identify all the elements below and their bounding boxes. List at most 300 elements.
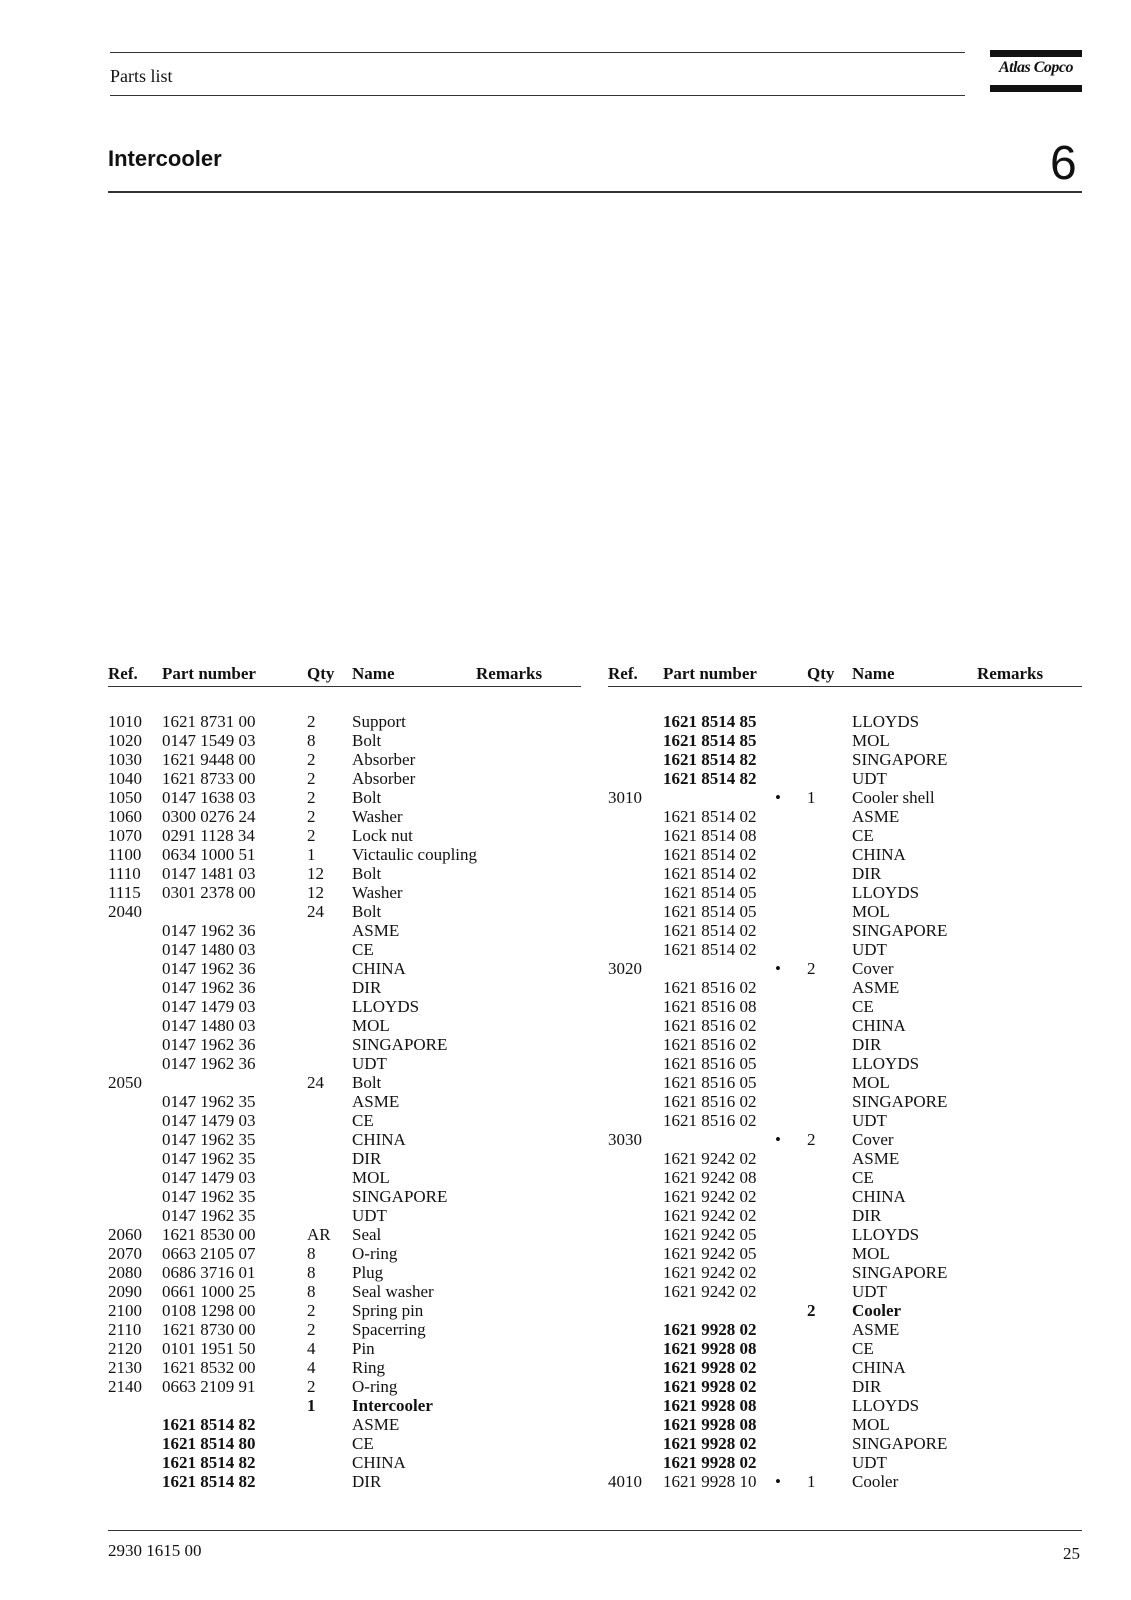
left-col-part-header: Part number	[162, 664, 256, 683]
cell-qty: 8	[307, 1244, 316, 1263]
right-header-rule	[608, 686, 1082, 687]
cell-qty: 8	[307, 1282, 316, 1301]
cell-part: 0147 1962 36	[162, 921, 256, 940]
cell-part: 0147 1962 36	[162, 959, 256, 978]
cell-part: 0663 2105 07	[162, 1244, 256, 1263]
right-parts-table	[608, 712, 1082, 1491]
cell-ref: 1010	[108, 712, 142, 731]
cell-part: 1621 8514 82	[663, 750, 757, 769]
cell-qty: 2	[307, 807, 316, 826]
table-row	[608, 731, 1082, 750]
table-row	[108, 1434, 581, 1453]
cell-part: 0147 1480 03	[162, 940, 256, 959]
cell-qty: 2	[307, 826, 316, 845]
table-row	[108, 769, 581, 788]
table-row	[108, 1301, 581, 1320]
cell-name: UDT	[852, 940, 887, 959]
header-bottom-rule	[110, 95, 965, 96]
cell-name: CHINA	[352, 1130, 406, 1149]
cell-name: Cooler	[852, 1301, 902, 1320]
cell-ref: 1100	[108, 845, 142, 864]
table-row	[108, 1054, 581, 1073]
chapter-number: 6	[1050, 137, 1077, 190]
table-row	[108, 921, 581, 940]
table-row	[608, 1415, 1082, 1434]
cell-ref: 3020	[608, 959, 642, 978]
cell-part: 1621 8514 08	[663, 826, 757, 845]
cell-name: MOL	[852, 1415, 890, 1434]
cell-name: LLOYDS	[852, 712, 920, 731]
cell-name: DIR	[852, 1206, 882, 1225]
cell-part: 0147 1479 03	[162, 1111, 256, 1130]
cell-part: 0147 1962 35	[162, 1206, 256, 1225]
table-row	[608, 1130, 1082, 1149]
cell-name: Cooler	[852, 1472, 899, 1491]
cell-ref: 2060	[108, 1225, 142, 1244]
cell-qty: 1	[307, 1396, 316, 1415]
cell-part: 1621 9928 08	[663, 1396, 757, 1415]
cell-name: LLOYDS	[852, 1396, 920, 1415]
table-row	[608, 1358, 1082, 1377]
table-row	[108, 807, 581, 826]
table-row	[608, 1149, 1082, 1168]
cell-name: DIR	[852, 1035, 882, 1054]
left-parts-table	[108, 712, 581, 1491]
cell-name: ASME	[852, 807, 900, 826]
cell-part: 0108 1298 00	[162, 1301, 256, 1320]
table-row	[108, 1206, 581, 1225]
cell-name: Cooler shell	[852, 788, 935, 807]
cell-qty: 2	[307, 1320, 316, 1339]
table-row	[608, 1187, 1082, 1206]
cell-qty: 8	[307, 731, 316, 750]
cell-name: CHINA	[352, 1453, 406, 1472]
cell-name: ASME	[852, 1320, 900, 1339]
cell-dot: •	[775, 788, 781, 807]
left-col-qty-header: Qty	[307, 664, 335, 683]
cell-ref: 1110	[108, 864, 141, 883]
right-col-part-header: Part number	[663, 664, 757, 683]
table-row	[108, 997, 581, 1016]
cell-name: Absorber	[352, 750, 416, 769]
cell-part: 0291 1128 34	[162, 826, 255, 845]
cell-name: UDT	[852, 1111, 887, 1130]
cell-part: 1621 8530 00	[162, 1225, 256, 1244]
cell-ref: 2070	[108, 1244, 142, 1263]
table-row	[108, 1035, 581, 1054]
cell-ref: 2110	[108, 1320, 142, 1339]
table-row	[608, 1035, 1082, 1054]
cell-part: 1621 8514 85	[663, 712, 757, 731]
cell-qty: 12	[307, 883, 324, 902]
cell-name: ASME	[852, 978, 900, 997]
cell-part: 1621 8514 05	[663, 883, 757, 902]
cell-part: 1621 8514 02	[663, 807, 757, 826]
cell-part: 1621 8514 80	[162, 1434, 256, 1453]
table-row	[108, 750, 581, 769]
table-row	[108, 1244, 581, 1263]
cell-name: ASME	[852, 1149, 900, 1168]
cell-part: 0147 1962 35	[162, 1130, 256, 1149]
cell-qty: 8	[307, 1263, 316, 1282]
cell-part: 1621 8514 82	[162, 1415, 256, 1434]
cell-name: UDT	[852, 769, 887, 788]
table-row	[108, 1339, 581, 1358]
cell-name: Seal	[352, 1225, 382, 1244]
cell-part: 1621 8516 02	[663, 1035, 757, 1054]
cell-part: 0147 1479 03	[162, 997, 256, 1016]
table-row	[108, 864, 581, 883]
table-row	[108, 1225, 581, 1244]
cell-qty: 2	[807, 1130, 816, 1149]
table-row	[608, 1472, 1082, 1491]
cell-qty: 2	[307, 1301, 316, 1320]
table-row	[608, 807, 1082, 826]
cell-part: 1621 9928 10	[663, 1472, 757, 1491]
table-row	[608, 1396, 1082, 1415]
cell-ref: 2130	[108, 1358, 142, 1377]
table-row	[608, 1244, 1082, 1263]
table-row	[108, 978, 581, 997]
table-row	[608, 826, 1082, 845]
cell-name: Bolt	[352, 788, 382, 807]
cell-part: 0101 1951 50	[162, 1339, 256, 1358]
right-col-name-header: Name	[852, 664, 895, 683]
document-number: 2930 1615 00	[108, 1541, 202, 1560]
cell-qty: 2	[807, 1301, 816, 1320]
cell-qty: 1	[307, 845, 316, 864]
cell-name: Bolt	[352, 731, 382, 750]
table-row	[108, 959, 581, 978]
logo-text: Atlas Copco	[998, 59, 1074, 76]
cell-qty: 4	[307, 1339, 316, 1358]
cell-name: SINGAPORE	[852, 1434, 948, 1453]
page-title: Intercooler	[108, 146, 222, 171]
table-row	[108, 1149, 581, 1168]
table-row	[608, 788, 1082, 807]
table-row	[608, 712, 1082, 731]
cell-name: DIR	[852, 864, 882, 883]
table-row	[108, 1320, 581, 1339]
cell-part: 1621 8514 82	[162, 1472, 256, 1491]
cell-qty: AR	[307, 1225, 331, 1244]
cell-name: CHINA	[852, 1016, 906, 1035]
table-row	[608, 864, 1082, 883]
table-row	[608, 1377, 1082, 1396]
table-row	[108, 1168, 581, 1187]
table-row	[108, 1396, 581, 1415]
cell-part: 1621 8516 05	[663, 1054, 757, 1073]
table-row	[108, 826, 581, 845]
cell-ref: 2140	[108, 1377, 142, 1396]
cell-name: SINGAPORE	[852, 1092, 948, 1111]
table-row	[108, 1111, 581, 1130]
table-row	[108, 1073, 581, 1092]
cell-part: 0147 1638 03	[162, 788, 256, 807]
cell-part: 0661 1000 25	[162, 1282, 256, 1301]
cell-part: 0300 0276 24	[162, 807, 256, 826]
cell-name: ASME	[352, 1415, 400, 1434]
cell-part: 1621 8514 02	[663, 864, 757, 883]
section-label: Parts list	[110, 66, 173, 86]
cell-name: Cover	[852, 959, 894, 978]
cell-name: Ring	[352, 1358, 386, 1377]
cell-name: CHINA	[352, 959, 406, 978]
cell-name: UDT	[852, 1453, 887, 1472]
cell-name: Bolt	[352, 1073, 382, 1092]
cell-name: MOL	[852, 731, 890, 750]
cell-name: CE	[852, 1168, 874, 1187]
cell-part: 1621 9242 02	[663, 1282, 757, 1301]
table-row	[108, 1092, 581, 1111]
table-row	[108, 712, 581, 731]
table-row	[108, 1377, 581, 1396]
table-row	[608, 750, 1082, 769]
cell-name: LLOYDS	[852, 883, 920, 902]
cell-ref: 1115	[108, 883, 141, 902]
cell-part: 1621 8516 05	[663, 1073, 757, 1092]
left-header-rule	[108, 686, 581, 687]
cell-ref: 1020	[108, 731, 142, 750]
cell-name: Lock nut	[352, 826, 413, 845]
table-row	[608, 902, 1082, 921]
cell-name: LLOYDS	[852, 1225, 920, 1244]
cell-part: 0147 1962 35	[162, 1092, 256, 1111]
table-row	[108, 1130, 581, 1149]
left-col-ref-header: Ref.	[108, 664, 138, 683]
cell-ref: 3010	[608, 788, 642, 807]
cell-part: 0147 1962 35	[162, 1187, 256, 1206]
cell-part: 0147 1479 03	[162, 1168, 256, 1187]
cell-name: MOL	[352, 1016, 390, 1035]
cell-name: CE	[852, 826, 874, 845]
cell-ref: 1070	[108, 826, 142, 845]
cell-part: 0147 1481 03	[162, 864, 256, 883]
cell-name: Spring pin	[352, 1301, 424, 1320]
table-row	[608, 1016, 1082, 1035]
cell-name: CE	[352, 1434, 374, 1453]
cell-name: Pin	[352, 1339, 375, 1358]
cell-name: DIR	[352, 978, 382, 997]
table-row	[108, 1282, 581, 1301]
cell-part: 1621 8516 02	[663, 1016, 757, 1035]
cell-part: 1621 9928 08	[663, 1339, 757, 1358]
right-col-remarks-header: Remarks	[977, 664, 1044, 683]
cell-name: MOL	[352, 1168, 390, 1187]
table-row	[608, 769, 1082, 788]
right-col-qty-header: Qty	[807, 664, 835, 683]
table-row	[108, 1415, 581, 1434]
cell-name: SINGAPORE	[852, 750, 948, 769]
cell-name: UDT	[352, 1206, 387, 1225]
cell-ref: 1040	[108, 769, 142, 788]
cell-part: 0634 1000 51	[162, 845, 256, 864]
table-row	[608, 1206, 1082, 1225]
cell-ref: 2120	[108, 1339, 142, 1358]
cell-ref: 2040	[108, 902, 142, 921]
cell-part: 1621 9242 02	[663, 1206, 757, 1225]
table-row	[108, 1358, 581, 1377]
cell-name: CHINA	[852, 1358, 906, 1377]
cell-ref: 2080	[108, 1263, 142, 1282]
cell-part: 1621 8514 05	[663, 902, 757, 921]
right-col-ref-header: Ref.	[608, 664, 638, 683]
cell-name: Intercooler	[352, 1396, 433, 1415]
cell-qty: 1	[807, 1472, 816, 1491]
cell-ref: 1060	[108, 807, 142, 826]
cell-name: Plug	[352, 1263, 384, 1282]
cell-part: 1621 8516 02	[663, 1111, 757, 1130]
cell-ref: 1030	[108, 750, 142, 769]
footer-rule	[108, 1530, 1082, 1531]
cell-name: LLOYDS	[352, 997, 420, 1016]
cell-ref: 2090	[108, 1282, 142, 1301]
cell-part: 1621 8514 02	[663, 921, 757, 940]
cell-part: 1621 8516 08	[663, 997, 757, 1016]
cell-part: 1621 9242 02	[663, 1149, 757, 1168]
cell-name: O-ring	[352, 1377, 398, 1396]
cell-part: 1621 8730 00	[162, 1320, 256, 1339]
cell-qty: 1	[807, 788, 816, 807]
table-row	[608, 845, 1082, 864]
cell-name: SINGAPORE	[852, 921, 948, 940]
table-row	[608, 1301, 1082, 1320]
cell-name: Absorber	[352, 769, 416, 788]
page-number: 25	[1063, 1544, 1080, 1563]
cell-part: 1621 9928 08	[663, 1415, 757, 1434]
table-row	[608, 978, 1082, 997]
cell-part: 1621 8516 02	[663, 1092, 757, 1111]
cell-qty: 2	[307, 788, 316, 807]
cell-name: MOL	[852, 902, 890, 921]
header-top-rule	[110, 52, 965, 53]
cell-qty: 2	[307, 769, 316, 788]
cell-ref: 3030	[608, 1130, 642, 1149]
cell-name: LLOYDS	[852, 1054, 920, 1073]
cell-name: ASME	[352, 1092, 400, 1111]
table-row	[108, 1016, 581, 1035]
table-row	[608, 1263, 1082, 1282]
cell-name: ASME	[352, 921, 400, 940]
table-row	[608, 883, 1082, 902]
cell-dot: •	[775, 959, 781, 978]
table-row	[608, 1111, 1082, 1130]
cell-name: Washer	[352, 883, 403, 902]
cell-name: Victaulic coupling	[352, 845, 478, 864]
table-row	[108, 731, 581, 750]
cell-part: 0686 3716 01	[162, 1263, 256, 1282]
cell-part: 1621 8733 00	[162, 769, 256, 788]
cell-dot: •	[775, 1130, 781, 1149]
table-row	[108, 788, 581, 807]
cell-name: SINGAPORE	[852, 1263, 948, 1282]
cell-name: MOL	[852, 1244, 890, 1263]
cell-name: Spacerring	[352, 1320, 426, 1339]
table-row	[108, 845, 581, 864]
cell-qty: 24	[307, 1073, 324, 1092]
cell-qty: 2	[307, 750, 316, 769]
left-col-remarks-header: Remarks	[476, 664, 543, 683]
table-row	[608, 1434, 1082, 1453]
cell-name: SINGAPORE	[352, 1187, 448, 1206]
cell-part: 1621 9928 02	[663, 1320, 757, 1339]
cell-qty: 2	[307, 1377, 316, 1396]
cell-part: 1621 9242 05	[663, 1244, 757, 1263]
table-row	[108, 1453, 581, 1472]
cell-part: 1621 9928 02	[663, 1434, 757, 1453]
cell-name: UDT	[352, 1054, 387, 1073]
cell-qty: 2	[307, 712, 316, 731]
cell-part: 1621 8514 82	[162, 1453, 256, 1472]
table-row	[108, 940, 581, 959]
table-row	[108, 883, 581, 902]
cell-name: SINGAPORE	[352, 1035, 448, 1054]
cell-qty: 2	[807, 959, 816, 978]
atlas-copco-logo	[990, 50, 1082, 92]
cell-part: 0147 1549 03	[162, 731, 256, 750]
cell-part: 1621 9242 08	[663, 1168, 757, 1187]
table-row	[608, 1339, 1082, 1358]
table-row	[608, 1282, 1082, 1301]
cell-part: 1621 8532 00	[162, 1358, 256, 1377]
cell-part: 1621 8731 00	[162, 712, 256, 731]
cell-part: 1621 9448 00	[162, 750, 256, 769]
title-rule	[108, 191, 1082, 193]
table-row	[608, 1073, 1082, 1092]
cell-name: Washer	[352, 807, 403, 826]
cell-part: 0147 1962 36	[162, 1035, 256, 1054]
cell-part: 1621 9242 05	[663, 1225, 757, 1244]
table-row	[608, 959, 1082, 978]
cell-name: CHINA	[852, 1187, 906, 1206]
table-row	[608, 1225, 1082, 1244]
cell-part: 1621 9928 02	[663, 1377, 757, 1396]
cell-name: CHINA	[852, 845, 906, 864]
cell-part: 0147 1962 35	[162, 1149, 256, 1168]
cell-name: O-ring	[352, 1244, 398, 1263]
cell-part: 0147 1962 36	[162, 1054, 256, 1073]
table-row	[108, 1472, 581, 1491]
table-row	[608, 940, 1082, 959]
cell-part: 1621 8514 85	[663, 731, 757, 750]
table-row	[608, 921, 1082, 940]
cell-part: 1621 9242 02	[663, 1187, 757, 1206]
cell-part: 1621 9928 02	[663, 1453, 757, 1472]
table-row	[108, 902, 581, 921]
cell-part: 0147 1962 36	[162, 978, 256, 997]
table-row	[608, 1092, 1082, 1111]
cell-name: MOL	[852, 1073, 890, 1092]
cell-part: 1621 8514 02	[663, 845, 757, 864]
table-row	[608, 1453, 1082, 1472]
cell-part: 1621 9928 02	[663, 1358, 757, 1377]
cell-name: DIR	[852, 1377, 882, 1396]
cell-ref: 4010	[608, 1472, 642, 1491]
cell-qty: 4	[307, 1358, 316, 1377]
cell-part: 0301 2378 00	[162, 883, 256, 902]
left-col-name-header: Name	[352, 664, 395, 683]
cell-name: CE	[352, 940, 374, 959]
cell-name: DIR	[352, 1149, 382, 1168]
cell-name: UDT	[852, 1282, 887, 1301]
cell-part: 1621 8516 02	[663, 978, 757, 997]
cell-name: Cover	[852, 1130, 894, 1149]
cell-part: 1621 9242 02	[663, 1263, 757, 1282]
cell-name: CE	[852, 1339, 874, 1358]
table-row	[108, 1263, 581, 1282]
cell-name: Bolt	[352, 864, 382, 883]
cell-name: DIR	[352, 1472, 382, 1491]
